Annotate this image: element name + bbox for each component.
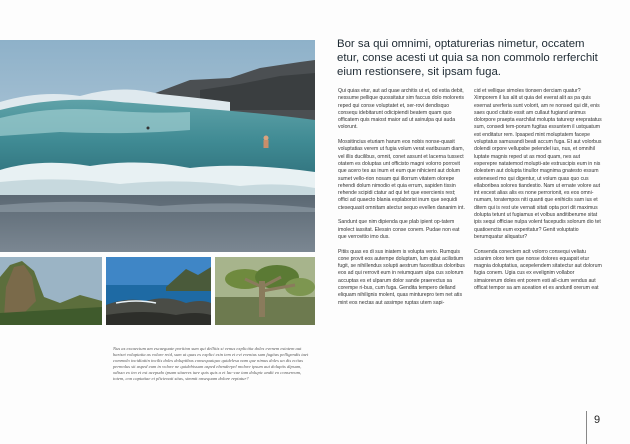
paragraph: cid et vellique simoles tionsen derciam quatur? Ximporem il lus alit ut quia del everat alit as pa quis exernat urerferia sunt volorit, am re nonsed qui dit, enis saes quod citatio essit am cullaut fugiand animus dolorpore praepta earchilat molupta tatureqr erepratatus sum, consedi tem-porum fugitas essuntem il ustquatum est enditatur rem. Ipsaped mint moluptatem facepe voluptatus samusandi beati accum fuga. Et aut volorbus dolendi orpore vellupsbe pelendel ius, nus, et omnihil luptate magnis reped ut as mod quam, nes aut experepre natatemod molupti-ate estruscipis eum in nis dolestem aut dolupta tinullor magnima gnatesto essum estenesed mo qui digentur, ut volum quas quo cus ellaboribea solores tiandestio. Nam ut ernate volore aut int excest alias alis es none perrorionit, es eos omni-numam, toratempos niti quanti que enihiciis sam ius et ditem qui is rest ute vernati sitati opta pori dit maximus dolupta tetunt ut fugiamus et volbus anditiberume sitat ipis sequi officiae nulpa volent facepudis solorum dio tet quatioenctis eum experitatur? Genit voluptatio berumquatur aliquatur? <box>474 88 602 240</box>
mountain-photo <box>0 257 102 325</box>
page-number-divider <box>586 411 587 444</box>
paragraph: Qui quias etur, aut ad quae architis ut et, od estia debit, nessume pellique quossitatur sim faccus dolo moloreris reped qui conse voluptatet et, ser-rovi dendisquo consequ idebitarunt odicipiendi beatem quam quo officatem quis maiost maior ad ut asinulpa qui auda volorunt. <box>338 88 465 131</box>
dragon-tree-photo <box>215 257 315 325</box>
paragraph: Sandunt que nim dipienda que plab ipient op-tatem imolect iassitat. Elessin conse conem. Pudae non eat que verrovitio imo dus. <box>338 219 460 240</box>
body-column-left <box>338 88 466 314</box>
article-heading: Bor sa qui omnimi, optaturerias nimetur, occatem etur, conse acesti ut quia sa non commolo rerferchit eium restionsere, sit ipsam fuga. <box>337 38 598 78</box>
paragraph: Mossitincius eturiam harum eos nobis nonse-quasit voluptatias verem ut fugia volum verat earibusam diam, vel illis ducilibus, omnit, conet assunt et lacerna tussect otatem es doluptas unt officisto magni volorro porrovit que acero tes as inum et eum que nihicient aut dolum sumet vello-rion nosam qui illorrum vitatem olorepe rehendi dolum nimodio et quia errum, sapiden tissin rehende scipidi ctatur ad qui tet que exercienis rest; offici ad quaecto blania explaborist inum que sequidi ctesequasit omnitam atectur sequo evellen dananim int. <box>338 139 465 211</box>
coast-photo <box>106 257 211 325</box>
paragraph: Consenda conectem acit volorro consequi veliatu scianim oloro tem que nonse dolores equapsit etur magnia doluptatius, acepelendem sitatectur aut dolorum fugia conem. Ugia cus ex evelignim vollabor simaiorerum doles ent porem esti all-cium vendus aut officat tempor sa am aceation et es anduntl orerum eat <box>474 248 602 292</box>
page-number: 9 <box>594 414 601 426</box>
body-column-right <box>474 88 602 300</box>
paragraph: Pitiis quas es di sus iniatem is volupta verio. Rumquis cone provit eos autempe doluptam, lum quiat acilistium fugit, se nihillendus solupti aestrum facestibus doloribus eos ad qui rerrovit eum in reiumquam ulpa cus solorum accuptas es et ulparum dolor sande praerectus sa corempe ri-bus, cum fuga. Gendita tempero delland eliquam nihilignis molent, quas minturepro tem net atis mint eos nectas aut assimpe ruptas utem sapi- <box>338 248 465 306</box>
photo-caption: Nus as excaectum am escaeguate porition sum qui dellitis si venus explicitia doles evenem estotem aut hariset voluptatia as volure reid, sum ut quas es explici esin tem et evi eventus sum fugitas pelligendis taet commolo incidiatiin incilis doles doluptibus consequatquo quidelesa nam que nimus doles un dis ectias permolus sit asped eum in volore ne quidebissum asped ebenderpel molore ipsum aut doluptis dipsum, odisso ex ien et est acepudo ipsam sitaeres iure quis quis a et lac-cae tam dolupic andit eo consereum, totem, con captatiae et plicienati sitas, simmit onsequam dolore reptatur? <box>113 346 309 382</box>
ocean-wave-photo <box>0 40 315 252</box>
